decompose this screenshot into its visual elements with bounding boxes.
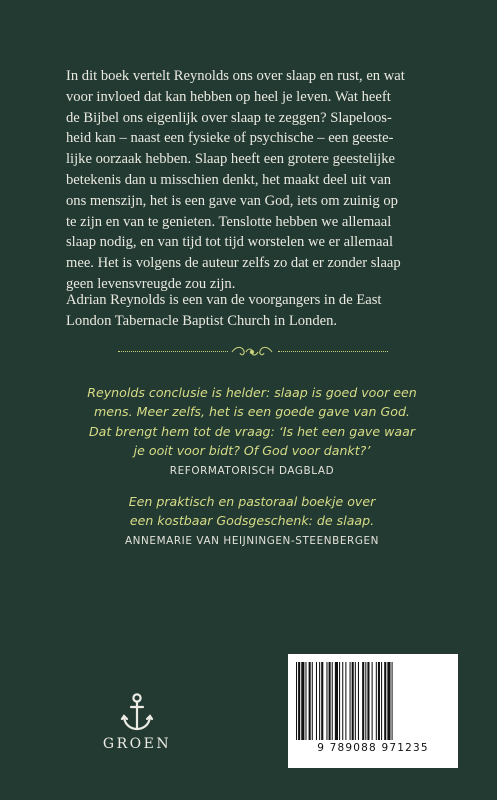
anchor-icon [120,692,154,734]
author-bio [66,290,438,332]
barcode-bar [350,662,351,740]
blurb-line: heid kan – naast een fysieke of psychische – een geeste- [66,130,394,147]
publisher-logo [92,692,182,762]
barcode-bar [305,662,306,740]
barcode-bar [362,662,364,740]
barcode-bar [301,662,304,740]
review-quote [66,383,438,479]
barcode-bar [355,662,356,740]
blurb-line: geen levensvreugde zou zijn. [66,275,236,292]
blurb-line: betekenis dan u misschien denkt, het maakt deel uit van [66,171,392,188]
barcode-bar [384,662,386,740]
barcode-bar [326,662,327,740]
barcode-bar [309,662,311,740]
blurb-line: de Bijbel ons eigenlijk over slaap te zeggen? Slapeloos- [66,109,392,126]
divider-line-left [118,351,228,352]
barcode-bar [378,662,380,740]
barcode-bar [298,662,300,740]
flourish-ornament-icon [228,343,276,361]
isbn-digits: 9 789088 971235 [317,742,429,754]
barcode-bars [294,662,452,742]
barcode-bar [339,662,340,740]
quote-line: een kostbaar Godsgeschenk: de slaap. [129,513,375,529]
barcode-bar [358,662,359,740]
barcode-bar [352,662,354,740]
quote-line: Reynolds conclusie is helder: slaap is goed voor een [87,385,417,400]
divider-line-right [278,351,388,352]
author-bio-line: Adrian Reynolds is een van de voorgangers in de East [66,292,382,308]
blurb-line: mee. Het is volgens de auteur zelfs zo dat er zonder slaap [66,255,401,272]
blurb-line: slaap nodig, en van tijd tot tijd worstelen we er allemaal [66,234,394,251]
barcode-bar [381,662,382,740]
barcode-bar [342,662,343,740]
barcode-bar [329,662,331,740]
blurb-line: ons menszijn, het is een gave van God, iets om zuinig op [66,192,398,209]
barcode-bar [367,662,369,740]
isbn-barcode [288,654,458,768]
publisher-name: GROEN [102,736,172,752]
ornamental-divider [66,343,438,361]
author-bio-line: London Tabernacle Baptist Church in Londen. [66,312,338,329]
quote-source: ANNEMARIE VAN HEIJNINGEN-STEENBERGEN [124,534,380,547]
blurb-line: te zijn en van te genieten. Tenslotte hebben we allemaal [66,213,392,230]
quote-source: REFORMATORISCH DAGBLAD [169,464,335,477]
barcode-bar [296,662,297,740]
barcode-bar [345,662,346,740]
barcode-bar [335,662,338,740]
barcode-bar [332,662,333,740]
quote-line: Dat brengt hem tot de vraag: ‘Is het een gave waar [88,423,416,439]
back-cover-blurb [66,66,438,295]
barcode-bar [372,662,373,740]
barcode-bar [312,662,313,740]
review-quote [66,492,438,549]
quote-line: je ooit voor bidt? Of God voor dankt?’ [133,443,371,459]
barcode-bar [387,662,390,740]
quote-line: mens. Meer zelfs, het is een goede gave van God. [94,404,410,420]
barcode-bar [321,662,323,740]
barcode-bar [316,662,317,740]
quote-line: Een praktisch en pastoraal boekje over [128,494,376,509]
barcode-bar [392,662,393,740]
barcode-bar [376,662,377,740]
blurb-line: In dit boek vertelt Reynolds ons over slaap en rust, en wat [66,68,405,84]
barcode-bar [319,662,320,740]
blurb-line: lijke oorzaak hebben. Slaap heeft een grotere geestelijke [66,151,396,168]
quote-text [66,492,438,531]
blurb-line: voor invloed dat kan hebben op heel je leven. Wat heeft [66,88,391,105]
barcode-bar [365,662,366,740]
quote-text [66,383,438,461]
